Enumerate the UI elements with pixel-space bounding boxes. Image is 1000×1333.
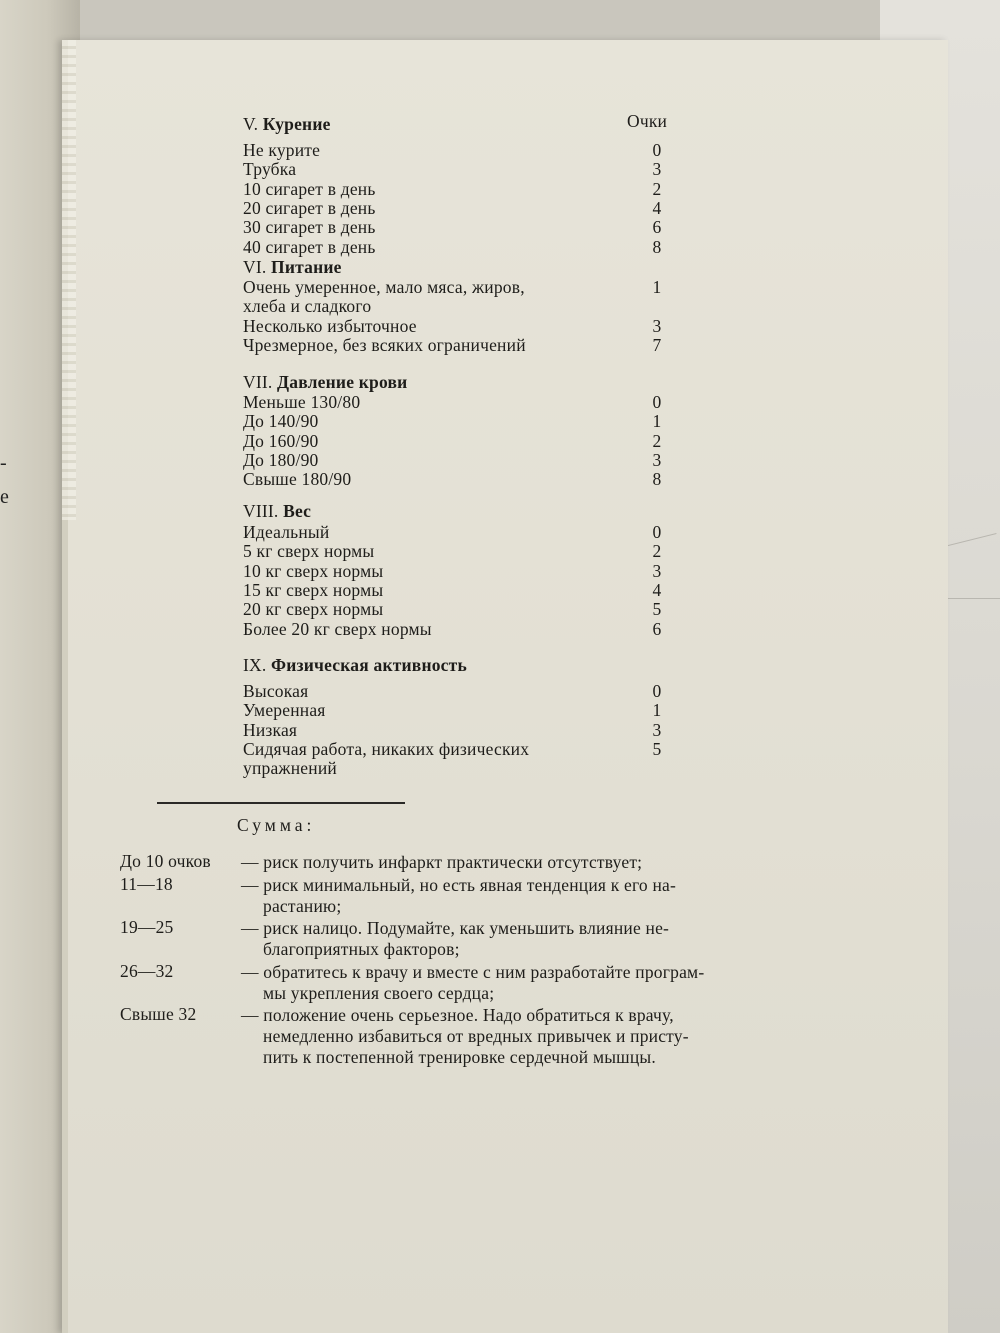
score-row	[243, 470, 683, 489]
score-label: До 160/90	[243, 430, 319, 451]
score-points: 8	[652, 236, 662, 257]
score-label: Трубка	[243, 159, 297, 180]
score-points: 3	[652, 719, 662, 740]
score-points: 3	[652, 560, 662, 581]
score-label: Несколько избыточное	[243, 315, 417, 336]
score-row	[243, 701, 683, 720]
sum-range: 19—25	[120, 917, 174, 937]
sum-description-line: — риск получить инфаркт практически отсутствует;	[241, 852, 643, 872]
sum-range: До 10 очков	[120, 851, 211, 871]
sum-description-line: немедленно избавиться от вредных привычек и присту-	[263, 1026, 689, 1046]
section-number: V.	[243, 114, 259, 134]
score-row	[243, 451, 683, 470]
score-row	[243, 542, 683, 561]
points-column-header: Очки	[627, 111, 668, 131]
score-points: 0	[652, 140, 662, 160]
score-label: 10 кг сверх нормы	[243, 560, 384, 581]
score-points: 4	[652, 579, 662, 600]
score-label: Сидячая работа, никаких физических	[243, 738, 530, 759]
score-row	[243, 278, 683, 297]
score-row	[243, 180, 683, 199]
score-points: 8	[652, 469, 662, 490]
score-points: 5	[652, 599, 662, 620]
sum-range: 11—18	[120, 874, 173, 894]
score-label: Высокая	[243, 681, 309, 701]
score-row	[243, 600, 683, 619]
score-points: 1	[652, 411, 662, 432]
score-points: 3	[652, 159, 662, 180]
score-row	[243, 620, 683, 639]
score-row	[243, 199, 683, 218]
section-heading	[243, 115, 331, 134]
sum-description-line: — положение очень серьезное. Надо обратиться к врачу,	[241, 1005, 674, 1025]
sum-description-line: — риск минимальный, но есть явная тенденция к его на-	[241, 875, 677, 895]
score-points: 4	[652, 197, 662, 218]
section-heading	[243, 502, 311, 521]
score-row	[243, 523, 683, 542]
section-title: Вес	[283, 501, 312, 521]
score-points: 1	[652, 277, 662, 297]
score-label: Умеренная	[243, 700, 326, 721]
score-points: 6	[652, 217, 662, 238]
margin-letter: e	[0, 486, 9, 508]
score-row	[243, 160, 683, 179]
score-label: Низкая	[243, 719, 298, 740]
section-heading	[243, 373, 407, 392]
section-heading	[243, 258, 342, 277]
page-worn-edge	[62, 40, 76, 520]
score-row	[243, 218, 683, 237]
sum-description-line: благоприятных факторов;	[263, 939, 460, 959]
score-label: упражнений	[243, 758, 337, 779]
score-points: 1	[652, 700, 662, 721]
score-points: 2	[652, 541, 662, 562]
score-label: 15 кг сверх нормы	[243, 579, 384, 600]
sum-description-line: пить к постепенной тренировке сердечной мышцы.	[263, 1047, 656, 1067]
score-row	[243, 393, 683, 412]
score-row	[243, 432, 683, 451]
score-row	[243, 562, 683, 581]
sum-divider	[157, 802, 405, 804]
section-number: VII.	[243, 372, 273, 392]
sum-description	[241, 875, 811, 917]
section-heading	[243, 656, 467, 675]
score-label: 30 сигарет в день	[243, 217, 376, 238]
section-number: IX.	[243, 655, 267, 675]
sum-range: Свыше 32	[120, 1004, 197, 1024]
sum-range: 26—32	[120, 961, 174, 981]
score-label: Идеальный	[243, 522, 330, 542]
score-label: До 180/90	[243, 449, 319, 470]
score-row	[243, 682, 683, 701]
score-points: 5	[652, 738, 662, 759]
score-row	[243, 297, 683, 316]
score-row	[243, 581, 683, 600]
score-label: 5 кг сверх нормы	[243, 541, 375, 562]
score-row	[243, 721, 683, 740]
score-label: Не курите	[243, 140, 321, 160]
sum-description-line: — обратитесь к врачу и вместе с ним разработайте програм-	[241, 962, 705, 982]
margin-letter: -	[0, 452, 7, 474]
score-points: 0	[652, 522, 662, 542]
sum-description	[241, 962, 811, 1004]
score-row	[243, 317, 683, 336]
score-points: 6	[652, 618, 662, 639]
score-points: 7	[652, 334, 662, 355]
score-row	[243, 412, 683, 431]
score-points: 3	[652, 449, 662, 470]
score-row	[243, 238, 683, 257]
score-label: 40 сигарет в день	[243, 236, 376, 257]
score-points: 0	[652, 392, 662, 412]
section-title: Курение	[262, 114, 331, 134]
sum-description	[241, 1005, 811, 1068]
sum-description-line: мы укрепления своего сердца;	[263, 983, 495, 1003]
sum-description-line: — риск налицо. Подумайте, как уменьшить влияние не-	[241, 918, 670, 938]
section-title: Питание	[271, 257, 342, 277]
section-title: Физическая активность	[271, 655, 467, 675]
score-label: 20 кг сверх нормы	[243, 599, 384, 620]
score-label: 20 сигарет в день	[243, 197, 376, 218]
score-label: Очень умеренное, мало мяса, жиров,	[243, 277, 525, 297]
score-label: хлеба и сладкого	[243, 296, 372, 317]
score-points: 0	[652, 681, 662, 701]
score-points: 2	[652, 430, 662, 451]
section-number: VI.	[243, 257, 267, 277]
sum-description-line: растанию;	[263, 896, 342, 916]
score-row	[243, 740, 683, 759]
score-points: 2	[652, 178, 662, 199]
score-row	[243, 141, 683, 160]
sum-title: Сумма:	[237, 815, 316, 835]
sum-description	[241, 918, 811, 960]
score-label: Меньше 130/80	[243, 392, 361, 412]
score-points: 3	[652, 315, 662, 336]
score-label: Чрезмерное, без всяких ограничений	[243, 334, 526, 355]
score-row	[243, 759, 683, 778]
score-label: Более 20 кг сверх нормы	[243, 618, 432, 639]
score-row	[243, 336, 683, 355]
score-label: 10 сигарет в день	[243, 178, 376, 199]
section-title: Давление крови	[277, 372, 408, 392]
score-label: До 140/90	[243, 411, 319, 432]
section-number: VIII.	[243, 501, 279, 521]
sum-description	[241, 852, 811, 873]
score-label: Свыше 180/90	[243, 469, 352, 490]
